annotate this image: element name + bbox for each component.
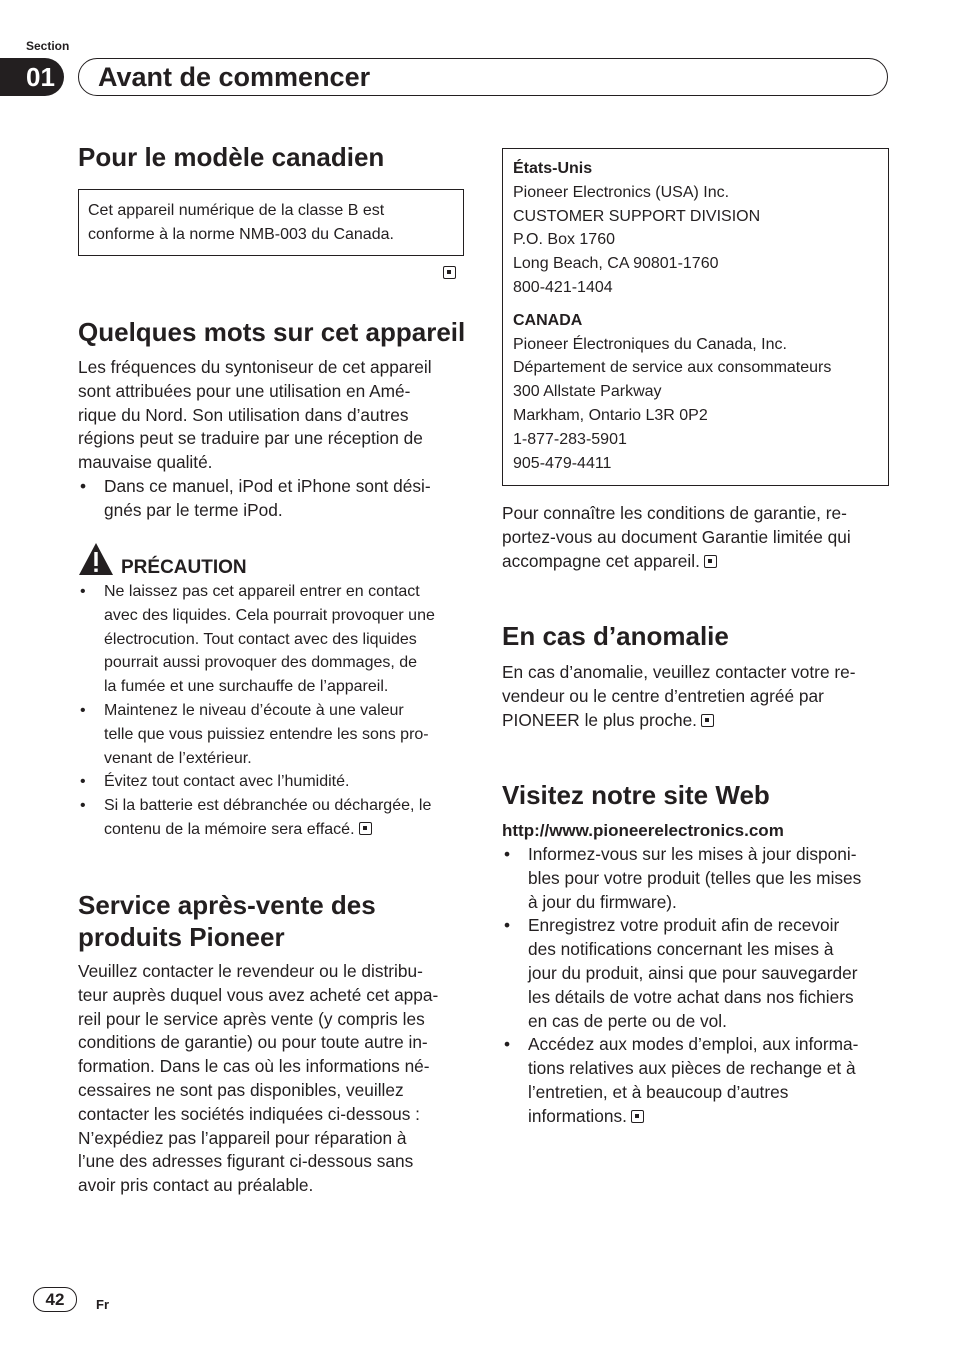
warranty-paragraph: Pour connaître les conditions de garantie, re- portez-vous au document Garantie limitée qui accompagne cet appareil.: [502, 503, 851, 571]
language-code: Fr: [96, 1297, 109, 1312]
contact-title-us: États-Unis: [513, 160, 593, 177]
heading-about-unit: Quelques mots sur cet appareil: [78, 317, 466, 347]
text-line: Les fréquences du syntoniseur de cet appareil: [78, 357, 432, 377]
list-item: • Dans ce manuel, iPod et iPhone sont dési- gnés par le terme iPod.: [80, 476, 431, 520]
end-of-section-icon: [704, 555, 717, 568]
page-number: 42: [33, 1287, 77, 1312]
about-bullets: [78, 475, 431, 523]
section-label: Section: [26, 39, 70, 53]
service-paragraph: Veuillez contacter le revendeur ou le distribu- teur auprès duquel vous avez acheté cet appa- reil pour le service après vente (y compris les conditions de garantie) ou pour toute autre in- formation. Dans le cas où les informations né- cessaires ne sont pas disponibles, veuillez contacter les sociétés indiquées ci-dessous : N’expédiez pas l’appareil pour réparation à l’une des adresses figurant ci-dessous sans avoir pris contact au préalable.: [78, 961, 439, 1196]
heading-website: Visitez notre site Web: [502, 780, 770, 810]
list-item: • Ne laissez pas cet appareil entrer en contact avec des liquides. Cela pourrait provoquer une électrocution. Tout contact avec des liquides pourrait aussi provoquer des dommages, de la fumée et une surchauffe de l’appareil.: [80, 583, 435, 696]
heading-anomaly: En cas d’anomalie: [502, 621, 729, 651]
canadian-notice-box: [78, 189, 464, 256]
anomaly-paragraph: En cas d’anomalie, veuillez contacter votre re- vendeur ou le centre d’entretien agréé par PIONEER le plus proche.: [502, 662, 856, 730]
text-line: mauvaise qualité.: [78, 452, 213, 473]
notice-line: Cet appareil numérique de la classe B est: [88, 202, 385, 219]
warning-triangle-icon: [78, 541, 114, 577]
section-title: Avant de commencer: [98, 62, 371, 92]
list-item: • Enregistrez votre produit afin de recevoir des notifications concernant les mises à jour du produit, ainsi que pour sauvegarder les détails de votre achat dans nos fichiers en cas de perte ou de vol.: [504, 915, 858, 1031]
website-bullets: [502, 843, 861, 1129]
list-item: • Maintenez le niveau d’écoute à une valeur telle que vous puissiez entendre les sons pro- venant de l’extérieur.: [80, 701, 429, 767]
list-item: • Si la batterie est débranchée ou déchargée, le contenu de la mémoire sera effacé.: [80, 797, 432, 838]
contacts-box: États-Unis Pioneer Electronics (USA) Inc. CUSTOMER SUPPORT DIVISION P.O. Box 1760 Long Beach, CA 90801-1760 800-421-1404 CANADA Pioneer Électroniques du Canada, Inc. Département de service aux consommateurs 300 Allstate Parkway Markham, Ontario L3R 0P2 1-877-283-5901 905-479-4411: [502, 148, 889, 486]
section-number-badge: 01: [0, 58, 64, 96]
end-of-section-icon: [359, 822, 372, 835]
caution-title: PRÉCAUTION: [121, 557, 247, 578]
about-paragraph: [78, 356, 432, 475]
text-line: rique du Nord. Son utilisation dans d’autres: [78, 404, 409, 425]
heading-canadian-model: Pour le modèle canadien: [78, 142, 385, 172]
end-of-section-icon: [631, 1110, 644, 1123]
heading-service: Service après-vente des produits Pioneer: [78, 890, 376, 952]
contact-title-canada: CANADA: [513, 311, 583, 329]
end-of-section-icon: [443, 266, 456, 279]
caution-bullets: [78, 580, 435, 842]
text-line: régions peut se traduire par une réception de: [78, 428, 423, 449]
website-url-link[interactable]: http://www.pioneerelectronics.com: [502, 821, 784, 840]
text-line: sont attribuées pour une utilisation en Amé-: [78, 380, 411, 401]
list-item: • Informez-vous sur les mises à jour disponi- bles pour votre produit (telles que les mises à jour du firmware).: [504, 844, 862, 912]
list-item: • Accédez aux modes d’emploi, aux informa- tions relatives aux pièces de rechange et à l’entretien, et à beaucoup d’autres informations.: [504, 1034, 859, 1126]
list-item: • Évitez tout contact avec l’humidité.: [80, 773, 350, 791]
notice-line: conforme à la norme NMB-003 du Canada.: [88, 225, 394, 243]
end-of-section-icon: [701, 714, 714, 727]
